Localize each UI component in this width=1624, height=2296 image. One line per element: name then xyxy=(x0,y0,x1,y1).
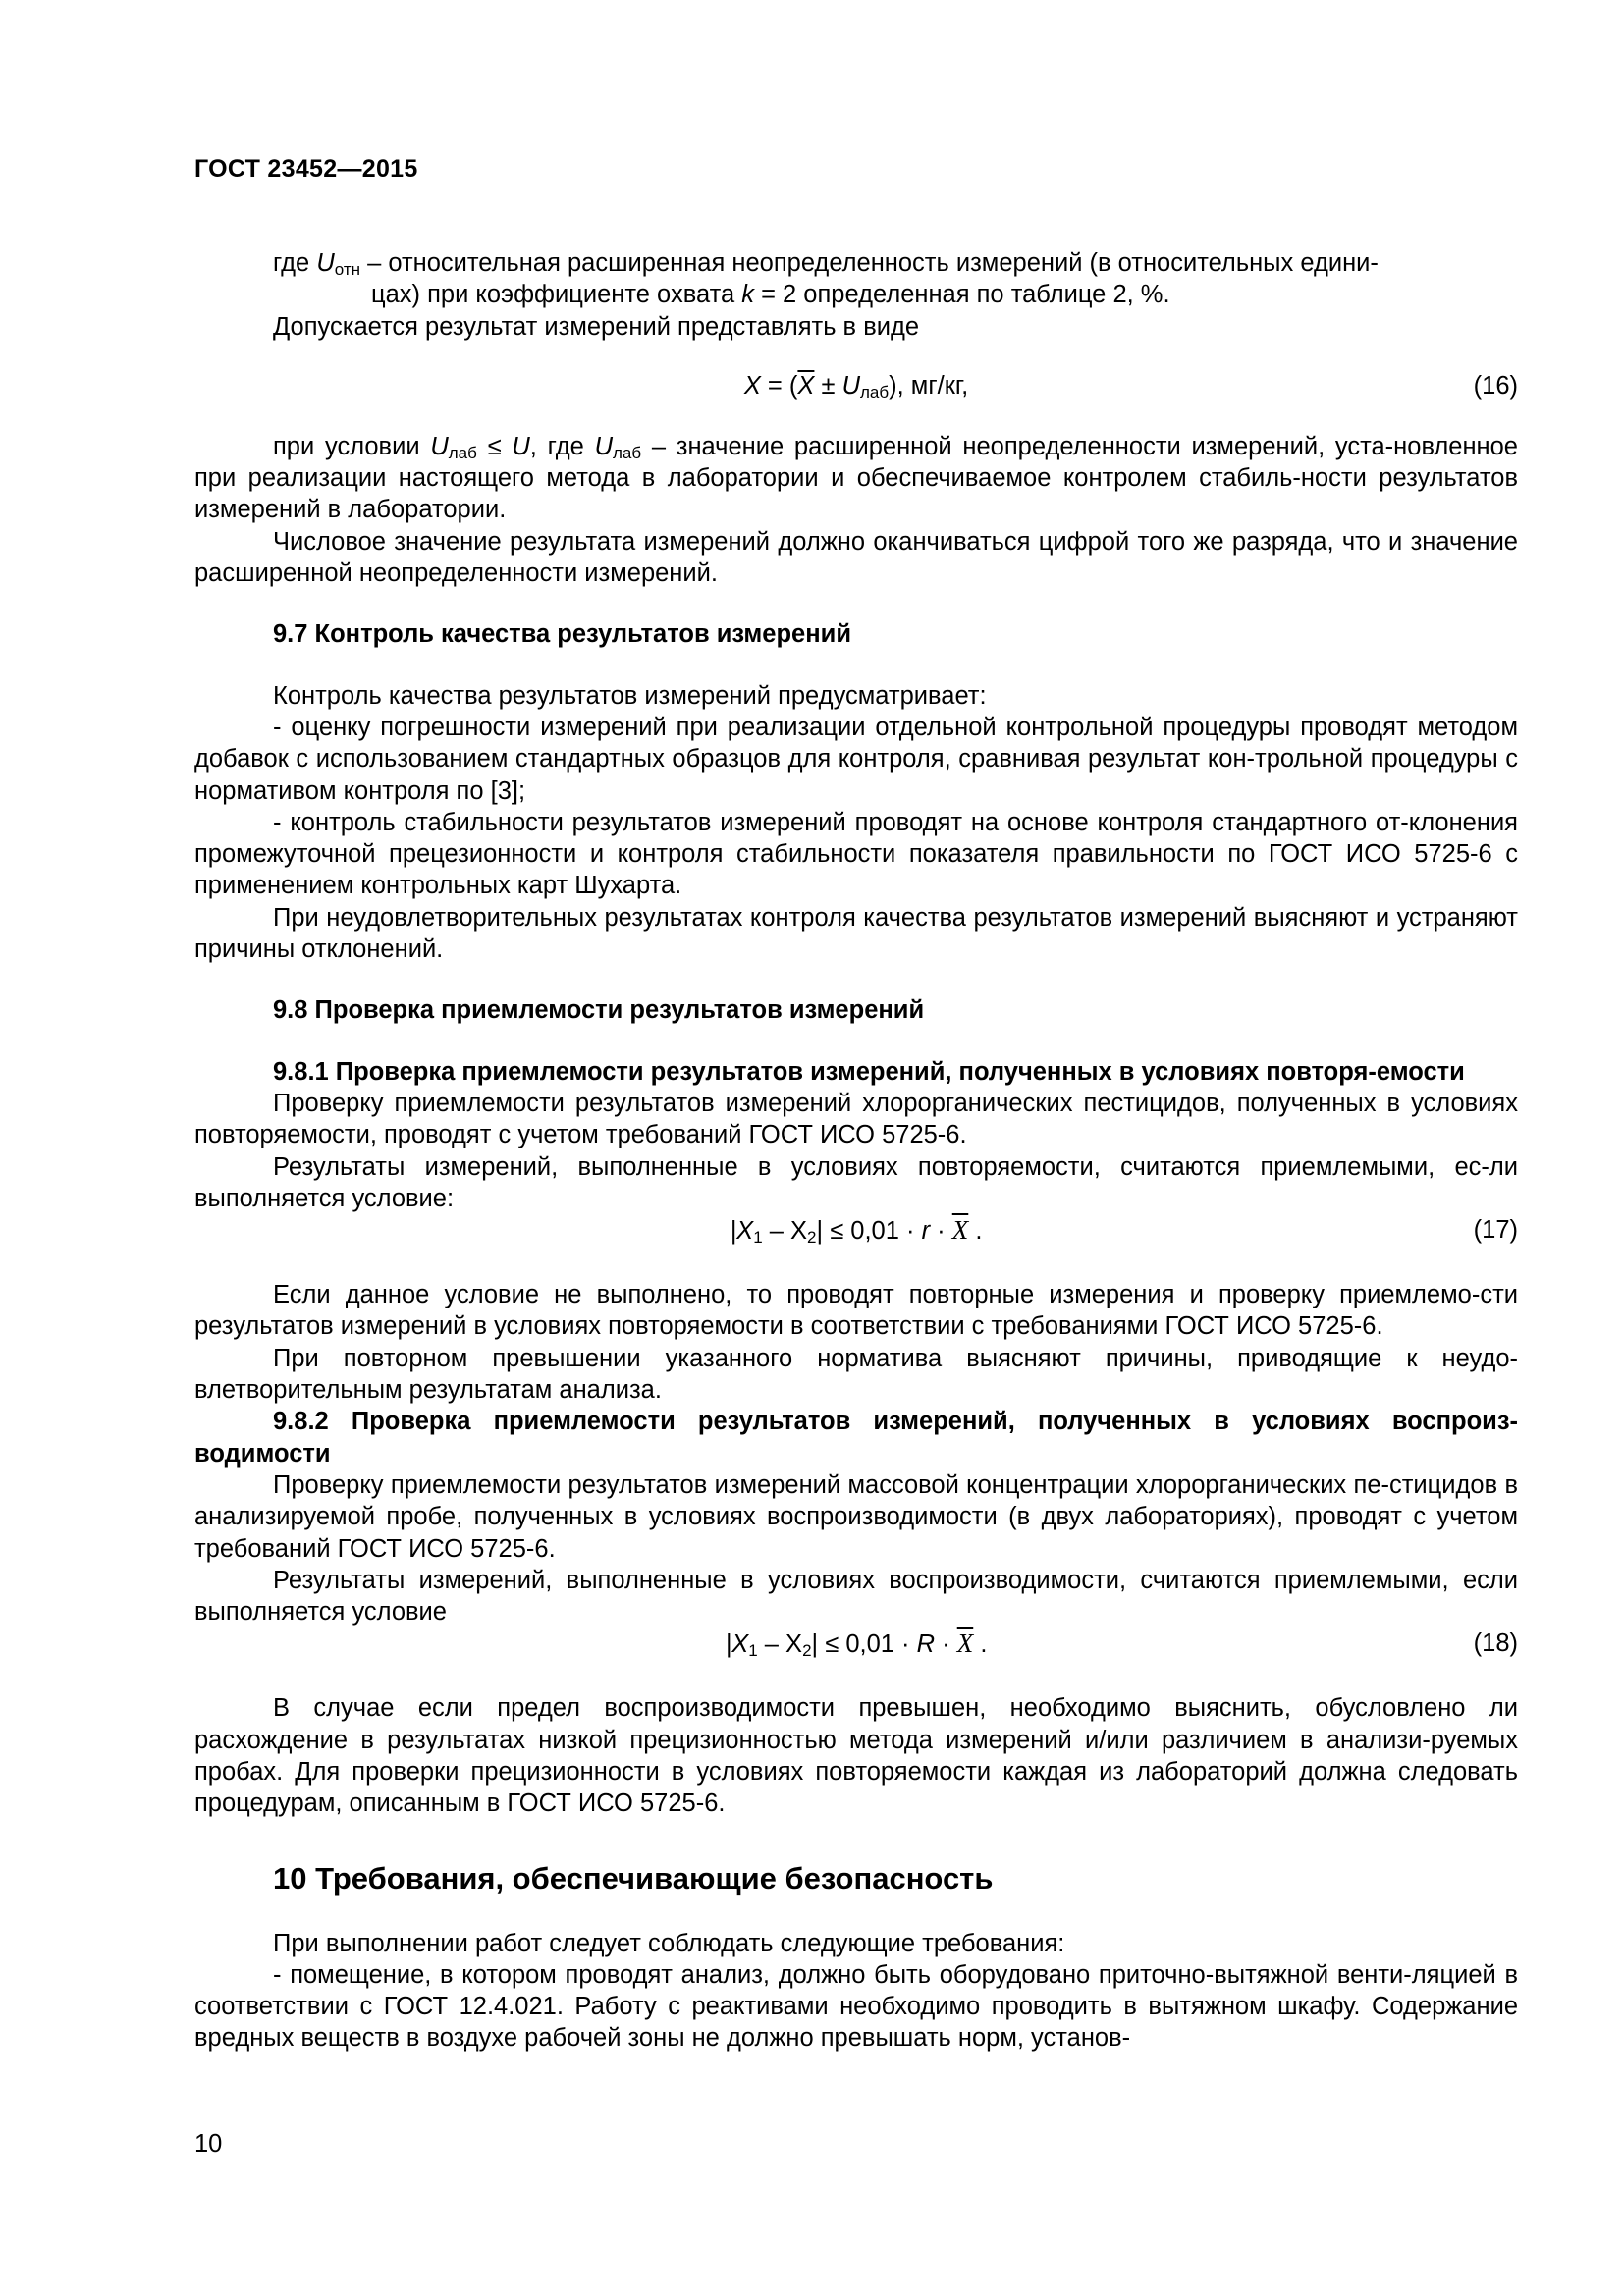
numeric-paragraph: Числовое значение результата измерений должно оканчиваться цифрой того же разряда, что и значение расширенной неопределенности измерений. xyxy=(194,527,1518,588)
s97-paragraph-4: При неудовлетворительных результатах контроля качества результатов измерений выясняют и устраняют причины отклонений. xyxy=(194,903,1518,964)
s10-paragraph-2: - помещение, в котором проводят анализ, должно быть оборудовано приточно-вытяжной венти-ляцией в соответствии с ГОСТ 12.4.021. Работу с реактивами необходимо проводить в вытяжном шкафу. Содержание вредных веществ в воздухе рабочей зоны не должно превышать норм, установ- xyxy=(194,1960,1518,2053)
s981-paragraph-2: Результаты измерений, выполненные в условиях повторяемости, считаются приемлемыми, ес-ли выполняется условие: xyxy=(194,1152,1518,1212)
page-number: 10 xyxy=(194,2130,223,2158)
section-9-8-2-title: 9.8.2 Проверка приемлемости результатов измерений, полученных в условиях воспроиз-водимости xyxy=(194,1408,1518,1468)
allow-paragraph: Допускается результат измерений представлять в виде xyxy=(273,312,920,341)
equation-number: (18) xyxy=(1473,1629,1518,1658)
s982-paragraph-2: Результаты измерений, выполненные в условиях воспроизводимости, считаются приемлемыми, если выполняется условие xyxy=(194,1566,1518,1627)
condition-paragraph: при условии $U_{лаб} \le U$, где $U_{лаб}$ – значение расширенной неопределенности измерений, уста-новленное при реализации настоящего метода в лаборатории и обеспечиваемое контролем стабиль-ности результатов измерений в лаборатории. xyxy=(194,432,1518,524)
s97-paragraph-3: - контроль стабильности результатов измерений проводят на основе контроля стандартного от-клонения промежуточной прецезионности и контроля стабильности показателя правильности по ГОСТ ИСО 5725-6 с применением контрольных карт Шухарта. xyxy=(194,808,1518,900)
document-header: ГОСТ 23452—2015 xyxy=(194,155,418,183)
s981-paragraph-4: При повторном превышении указанного норматива выясняют причины, приводящие к неудо-влетворительным результатам анализа. xyxy=(194,1344,1518,1405)
equation-18: $|X_1 - X_2| \le 0,01 \cdot R \cdot \overline{X}$ . (18) xyxy=(725,1629,1518,1661)
s982-paragraph-3: В случае если предел воспроизводимости превышен, необходимо выяснить, обусловлено ли расхождение в результатах низкой прецизионностью метода измерений и/или различием в анализи-руемых пробах. Для проверки прецизионности в условиях повторяемости каждая из лабораторий должна следовать процедурам, описанным в ГОСТ ИСО 5725-6. xyxy=(194,1694,1518,1818)
page-content xyxy=(194,247,1518,2055)
s982-paragraph-1: Проверку приемлемости результатов измерений массовой концентрации хлорорганических пе-стицидов в анализируемой пробе, полученных в условиях воспроизводимости (в двух лабораториях), проводят с учетом требований ГОСТ ИСО 5725-6. xyxy=(194,1470,1518,1563)
section-9-8-1-title: 9.8.1 Проверка приемлемости результатов измерений, полученных в условиях повторя-емости xyxy=(273,1057,1465,1086)
s981-paragraph-1: Проверку приемлемости результатов измерений хлорорганических пестицидов, полученных в условиях повторяемости, проводят с учетом требований ГОСТ ИСО 5725-6. xyxy=(194,1089,1518,1149)
s97-paragraph-2: - оценку погрешности измерений при реализации отдельной контрольной процедуры проводят методом добавок с использованием стандартных образцов для контроля, сравнивая результат кон-трольной процедуры с нормативом контроля по [3]; xyxy=(194,713,1518,805)
s10-paragraph-1: При выполнении работ следует соблюдать следующие требования: xyxy=(273,1929,1065,1957)
s97-paragraph-1: Контроль качества результатов измерений предусматривает: xyxy=(273,681,987,710)
s981-paragraph-3: Если данное условие не выполнено, то проводят повторные измерения и проверку приемлемо-сти результатов измерений в условиях повторяемости в соответствии с требованиями ГОСТ ИСО 5725-6. xyxy=(194,1281,1518,1341)
equation-number: (17) xyxy=(1473,1216,1518,1245)
where-definition: где $U_{отн}$ – относительная расширенная неопределенность измерений (в относительных едини- цах) при коэффициенте охвата k = 2 определенная по таблице 2, %. xyxy=(273,249,1379,309)
equation-17: $|X_1 - X_2| \le 0,01 \cdot r \cdot \overline{X}$ . (17) xyxy=(730,1215,1518,1248)
section-9-8-title: 9.8 Проверка приемлемости результатов измерений xyxy=(273,996,925,1025)
section-9-7-title: 9.7 Контроль качества результатов измерений xyxy=(273,620,851,649)
section-10-title: 10 Требования, обеспечивающие безопасность xyxy=(273,1860,994,1896)
equation-16: $X = (\overline{X} \pm U_{лаб})$, мг/кг, (16) xyxy=(743,371,1518,401)
equation-number: (16) xyxy=(1473,371,1518,400)
